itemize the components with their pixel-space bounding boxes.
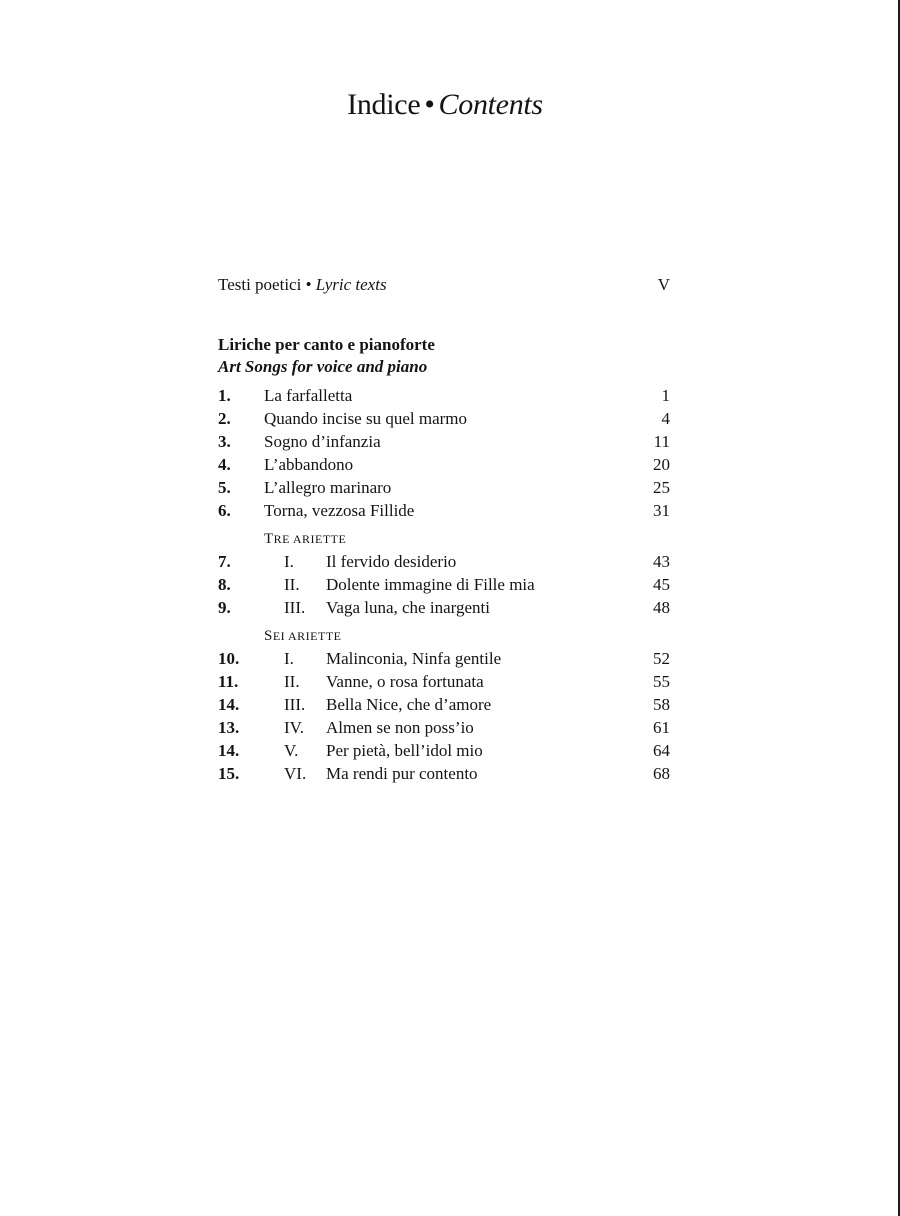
page-number: 58	[653, 695, 670, 714]
title-italian: Indice	[347, 88, 421, 121]
entry-number: 14.	[218, 741, 240, 760]
page-title	[0, 88, 890, 122]
entry-roman-numeral: III.	[284, 598, 306, 617]
page-number: 43	[653, 552, 670, 571]
sei-ariette-list	[218, 647, 670, 785]
page-number: V	[657, 275, 670, 294]
entry-number: 14.	[218, 695, 240, 714]
toc-entry[interactable]	[218, 762, 670, 785]
toc-entry-lyric-texts[interactable]	[218, 272, 670, 298]
entry-title: La farfalletta	[264, 386, 353, 405]
toc-entry[interactable]	[218, 453, 670, 476]
entry-title: Dolente immagine di Fille mia	[326, 575, 535, 594]
entry-roman-numeral: II.	[284, 575, 300, 594]
toc-entry[interactable]	[218, 407, 670, 430]
entry-title: Almen se non poss’io	[326, 718, 474, 737]
entry-number: 4.	[218, 455, 231, 474]
entry-title: Vanne, o rosa fortunata	[326, 672, 484, 691]
toc-entry[interactable]	[218, 430, 670, 453]
entry-number: 9.	[218, 598, 231, 617]
toc-entry[interactable]	[218, 499, 670, 522]
entry-number: 8.	[218, 575, 231, 594]
page-number: 20	[653, 455, 670, 474]
entry-title: Quando incise su quel marmo	[264, 409, 468, 428]
group-heading-sei-ariette: SEI ARIETTE	[264, 628, 342, 644]
toc-entry[interactable]	[218, 573, 670, 596]
entry-number: 10.	[218, 649, 240, 668]
entry-number: 13.	[218, 718, 240, 737]
entry-title: Il fervido desiderio	[326, 552, 457, 571]
toc-entry[interactable]	[218, 739, 670, 762]
entry-title: Sogno d’infanzia	[264, 432, 381, 451]
toc-entry[interactable]	[218, 596, 670, 619]
section-title-english: Art Songs for voice and piano	[218, 357, 428, 376]
page-number: 68	[653, 764, 670, 783]
entry-roman-numeral: I.	[284, 552, 294, 571]
entry-number: 5.	[218, 478, 231, 497]
toc-entry[interactable]	[218, 384, 670, 407]
title-separator: •	[424, 88, 435, 121]
table-of-contents	[218, 272, 670, 785]
entry-roman-numeral: II.	[284, 672, 300, 691]
page-number: 1	[661, 386, 670, 405]
entry-title: L’allegro marinaro	[264, 478, 392, 497]
entry-title: Vaga luna, che inargenti	[326, 598, 490, 617]
page-number: 25	[653, 478, 670, 497]
entry-number: 3.	[218, 432, 231, 451]
page-number: 55	[653, 672, 670, 691]
entry-roman-numeral: V.	[284, 741, 299, 760]
entry-roman-numeral: III.	[284, 695, 306, 714]
entry-title: Torna, vezzosa Fillide	[264, 501, 415, 520]
toc-entry[interactable]	[218, 670, 670, 693]
toc-entry[interactable]	[218, 550, 670, 573]
toc-entry[interactable]	[218, 476, 670, 499]
entry-title: Bella Nice, che d’amore	[326, 695, 492, 714]
title-english: Contents	[438, 88, 543, 121]
entry-number: 15.	[218, 764, 240, 783]
tre-ariette-list	[218, 550, 670, 619]
section-title-italian: Liriche per canto e pianoforte	[218, 335, 435, 354]
songs-list	[218, 384, 670, 522]
entry-title: Malinconia, Ninfa gentile	[326, 649, 502, 668]
page-number: 48	[653, 598, 670, 617]
toc-entry[interactable]	[218, 647, 670, 670]
page-number: 31	[653, 501, 670, 520]
entry-roman-numeral: IV.	[284, 718, 304, 737]
entry-roman-numeral: VI.	[284, 764, 307, 783]
lyric-texts-label: Testi poetici • Lyric texts	[218, 275, 387, 294]
entry-number: 7.	[218, 552, 231, 571]
page-number: 61	[653, 718, 670, 737]
entry-title: Ma rendi pur contento	[326, 764, 478, 783]
page-number: 11	[653, 432, 670, 451]
group-heading-tre-ariette: TRE ARIETTE	[264, 531, 347, 547]
entry-number: 2.	[218, 409, 231, 428]
section-heading	[218, 334, 670, 378]
entry-number: 11.	[218, 672, 239, 691]
entry-number: 6.	[218, 501, 231, 520]
page-number: 64	[653, 741, 670, 760]
entry-number: 1.	[218, 386, 231, 405]
page-number: 52	[653, 649, 670, 668]
entry-roman-numeral: I.	[284, 649, 294, 668]
toc-entry[interactable]	[218, 693, 670, 716]
entry-title: Per pietà, bell’idol mio	[326, 741, 483, 760]
toc-entry[interactable]	[218, 716, 670, 739]
page-number: 4	[661, 409, 670, 428]
page-number: 45	[653, 575, 670, 594]
entry-title: L’abbandono	[264, 455, 354, 474]
